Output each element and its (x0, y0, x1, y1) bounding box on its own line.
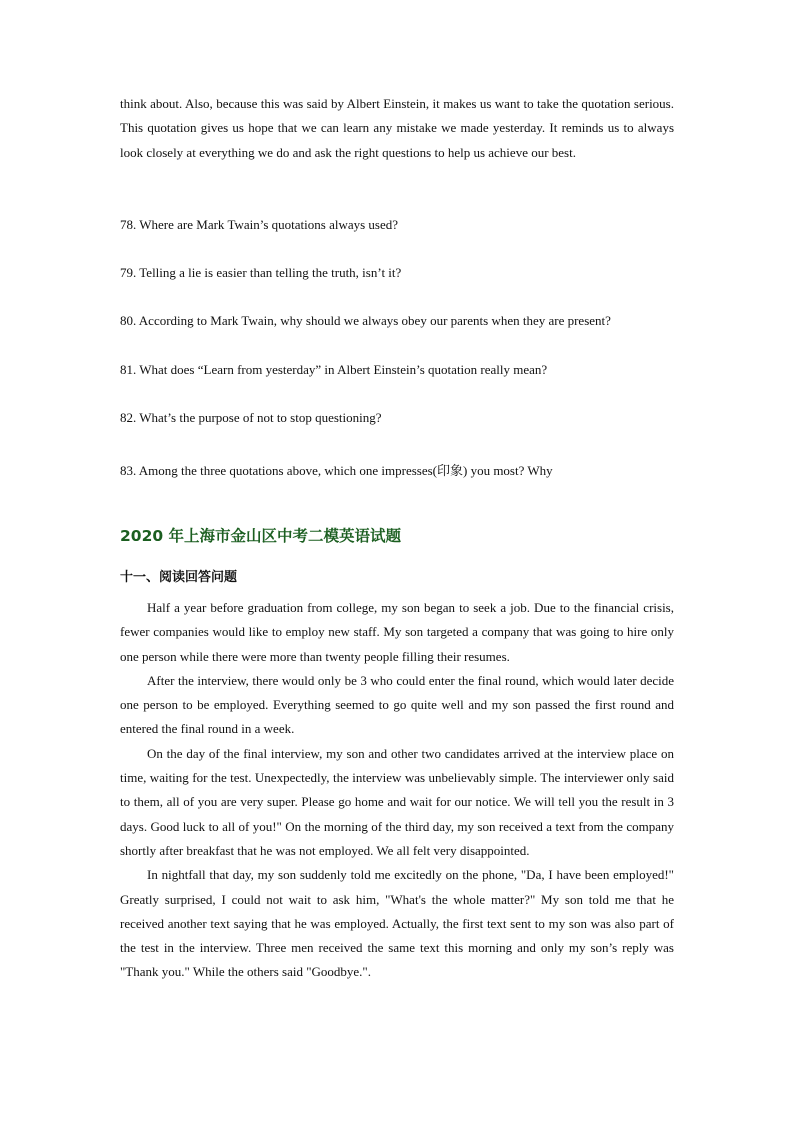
question-82: 82. What’s the purpose of not to stop questioning? (120, 410, 382, 425)
passage-paragraph-3: On the day of the final interview, my son and other two candidates arrived at the interview place on time, waiting for the test. Unexpectedly, the interview was unbelievably simple. The interviewer only said to them, all of you are very super. Please go home and wait for our notice. We will tell you the result in 3 days. Good luck to all of you!" On the morning of the third day, my son received a text from the company shortly after breakfast that he was not employed. We all felt very disappointed. (120, 745, 674, 858)
passage-paragraph-4: In nightfall that day, my son suddenly told me excitedly on the phone, "Da, I have been employed!" Greatly surprised, I could not wait to ask him, "What's the whole matter?" My son told me that he received another text saying that he was employed. Actually, the first text sent to my son was also part of the test in the interview. Three men received the same text this morning and only my son’s reply was "Thank you." While the others said "Goodbye.". (120, 867, 674, 980)
question-78: 78. Where are Mark Twain’s quotations always used? (120, 217, 399, 232)
section-title: 2020 年上海市金山区中考二模英语试题 (120, 527, 402, 545)
passage-paragraph-1: Half a year before graduation from college, my son began to seek a job. Due to the financial crisis, fewer companies would like to employ new staff. My son targeted a company that was going to hire only one person while there were more than twenty people filling their resumes. (120, 600, 674, 664)
top-paragraph: think about. Also, because this was said by Albert Einstein, it makes us want to take the quotation serious. This quotation gives us hope that we can learn any mistake we made yesterday. It reminds us to always look closely at everything we do and ask the right questions to help us achieve our best. (120, 96, 674, 160)
reading-passage (120, 596, 674, 985)
question-81: 81. What does “Learn from yesterday” in Albert Einstein’s quotation really mean? (120, 362, 548, 377)
question-79: 79. Telling a lie is easier than telling the truth, isn’t it? (120, 265, 402, 280)
question-83: 83. Among the three quotations above, which one impresses(印象) you most? Why (120, 463, 553, 478)
passage-paragraph-2: After the interview, there would only be 3 who could enter the final round, which would later decide one person to be employed. Everything seemed to go quite well and my son passed the first round and entered the final round in a week. (120, 672, 674, 737)
question-80: 80. According to Mark Twain, why should we always obey our parents when they are present? (120, 313, 611, 328)
section-subtitle: 十一、阅读回答问题 (120, 570, 238, 585)
